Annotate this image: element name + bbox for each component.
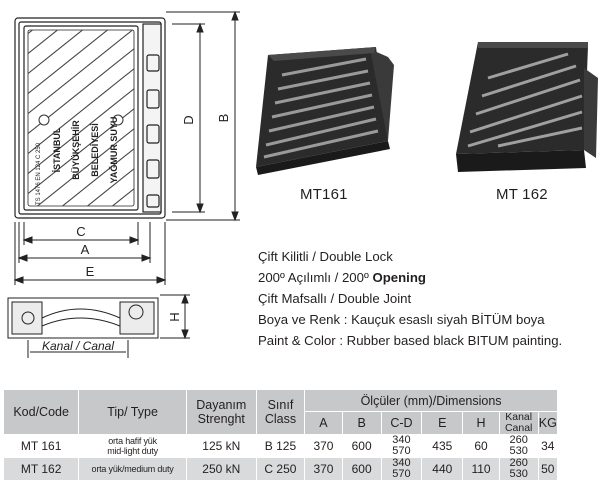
header-b: B bbox=[342, 412, 381, 435]
specs-list bbox=[258, 246, 603, 351]
header-dimensions: Ölçüler (mm)/Dimensions bbox=[305, 390, 558, 412]
table-row bbox=[4, 435, 558, 458]
product-label-mt162: MT 162 bbox=[496, 186, 548, 203]
header-code: Kod/Code bbox=[4, 390, 79, 435]
grate-text-2: BÜYÜKŞEHİR bbox=[71, 120, 81, 180]
cell-e: 440 bbox=[422, 458, 463, 481]
dim-d-label: D bbox=[181, 115, 196, 125]
cell-code: MT 161 bbox=[4, 435, 79, 458]
cell-a: 370 bbox=[305, 458, 343, 481]
product-label-mt161: MT161 bbox=[300, 186, 348, 203]
cell-strength: 250 kN bbox=[186, 458, 256, 481]
grate-inscription bbox=[36, 117, 119, 205]
cell-kg: 34 bbox=[538, 435, 557, 458]
cell-type-tr: orta hafif yük bbox=[108, 436, 157, 446]
header-a: A bbox=[305, 412, 343, 435]
cell-kanal bbox=[499, 458, 538, 481]
spec-opening-text: 200º Açılımlı / 200º bbox=[258, 270, 373, 285]
spec-paint-tr: Boya ve Renk : Kauçuk esaslı siyah BİTÜM boya bbox=[258, 312, 545, 327]
dim-lines bbox=[15, 12, 240, 338]
cell-cd-d: 570 bbox=[392, 445, 411, 457]
cell-cd-c: 340 bbox=[392, 434, 411, 446]
spec-opening bbox=[258, 267, 603, 288]
header-e: E bbox=[422, 412, 463, 435]
grate-text-4: YAĞMUR SUYU bbox=[109, 116, 119, 184]
cell-type bbox=[79, 458, 187, 481]
kanal-label: Kanal / Canal bbox=[41, 339, 115, 353]
spec-opening-bold: Opening bbox=[372, 270, 426, 285]
header-cd: C-D bbox=[381, 412, 422, 435]
spec-paint-en: Paint & Color : Rubber based black BITUM painting. bbox=[258, 333, 563, 348]
cell-type bbox=[79, 435, 187, 458]
spec-double-joint: Çift Mafsallı / Double Joint bbox=[258, 291, 412, 306]
header-strength: Dayanım Strenght bbox=[186, 390, 256, 435]
cell-kanal-1: 260 bbox=[509, 457, 528, 469]
dim-b-label: B bbox=[216, 113, 231, 123]
cell-e: 435 bbox=[422, 435, 463, 458]
cell-kanal-2: 530 bbox=[509, 468, 528, 480]
grate-text-1: İSTANBUL bbox=[52, 127, 62, 173]
cell-kg: 50 bbox=[538, 458, 557, 481]
cell-kanal bbox=[499, 435, 538, 458]
cell-h: 110 bbox=[463, 458, 500, 481]
cell-class: B 125 bbox=[256, 435, 304, 458]
grate-text-3: BELEDİYESİ bbox=[90, 123, 100, 177]
cell-b: 600 bbox=[342, 435, 381, 458]
dimensions-table bbox=[3, 389, 558, 481]
cell-type-tr: orta yük/medium duty bbox=[91, 464, 174, 474]
cell-cd bbox=[381, 458, 422, 481]
cell-kanal-2: 530 bbox=[509, 445, 528, 457]
cell-kanal-1: 260 bbox=[509, 434, 528, 446]
cell-type-en: mid-light duty bbox=[107, 446, 158, 456]
header-kanal: Kanal Canal bbox=[499, 412, 538, 435]
table-row bbox=[4, 458, 558, 481]
spec-double-lock: Çift Kilitli / Double Lock bbox=[258, 249, 393, 264]
cell-code: MT 162 bbox=[4, 458, 79, 481]
header-h: H bbox=[463, 412, 500, 435]
cell-class: C 250 bbox=[256, 458, 304, 481]
cell-cd-d: 570 bbox=[392, 468, 411, 480]
cell-cd-c: 340 bbox=[392, 457, 411, 469]
cell-b: 600 bbox=[342, 458, 381, 481]
product-image-mt161 bbox=[248, 45, 398, 175]
dim-a-label: A bbox=[80, 242, 90, 257]
dim-e-label: E bbox=[85, 264, 95, 279]
header-kg: KG bbox=[538, 412, 557, 435]
dim-c-label: C bbox=[76, 224, 86, 239]
header-type: Tip/ Type bbox=[79, 390, 187, 435]
grate-mark: TS 1476 EN 124 C 250 bbox=[36, 142, 42, 205]
dim-h-label: H bbox=[167, 312, 182, 322]
cell-a: 370 bbox=[305, 435, 343, 458]
technical-drawing bbox=[0, 0, 260, 380]
cell-cd bbox=[381, 435, 422, 458]
cell-h: 60 bbox=[463, 435, 500, 458]
header-class: Sınıf Class bbox=[256, 390, 304, 435]
cell-strength: 125 kN bbox=[186, 435, 256, 458]
product-image-mt162 bbox=[448, 38, 603, 174]
